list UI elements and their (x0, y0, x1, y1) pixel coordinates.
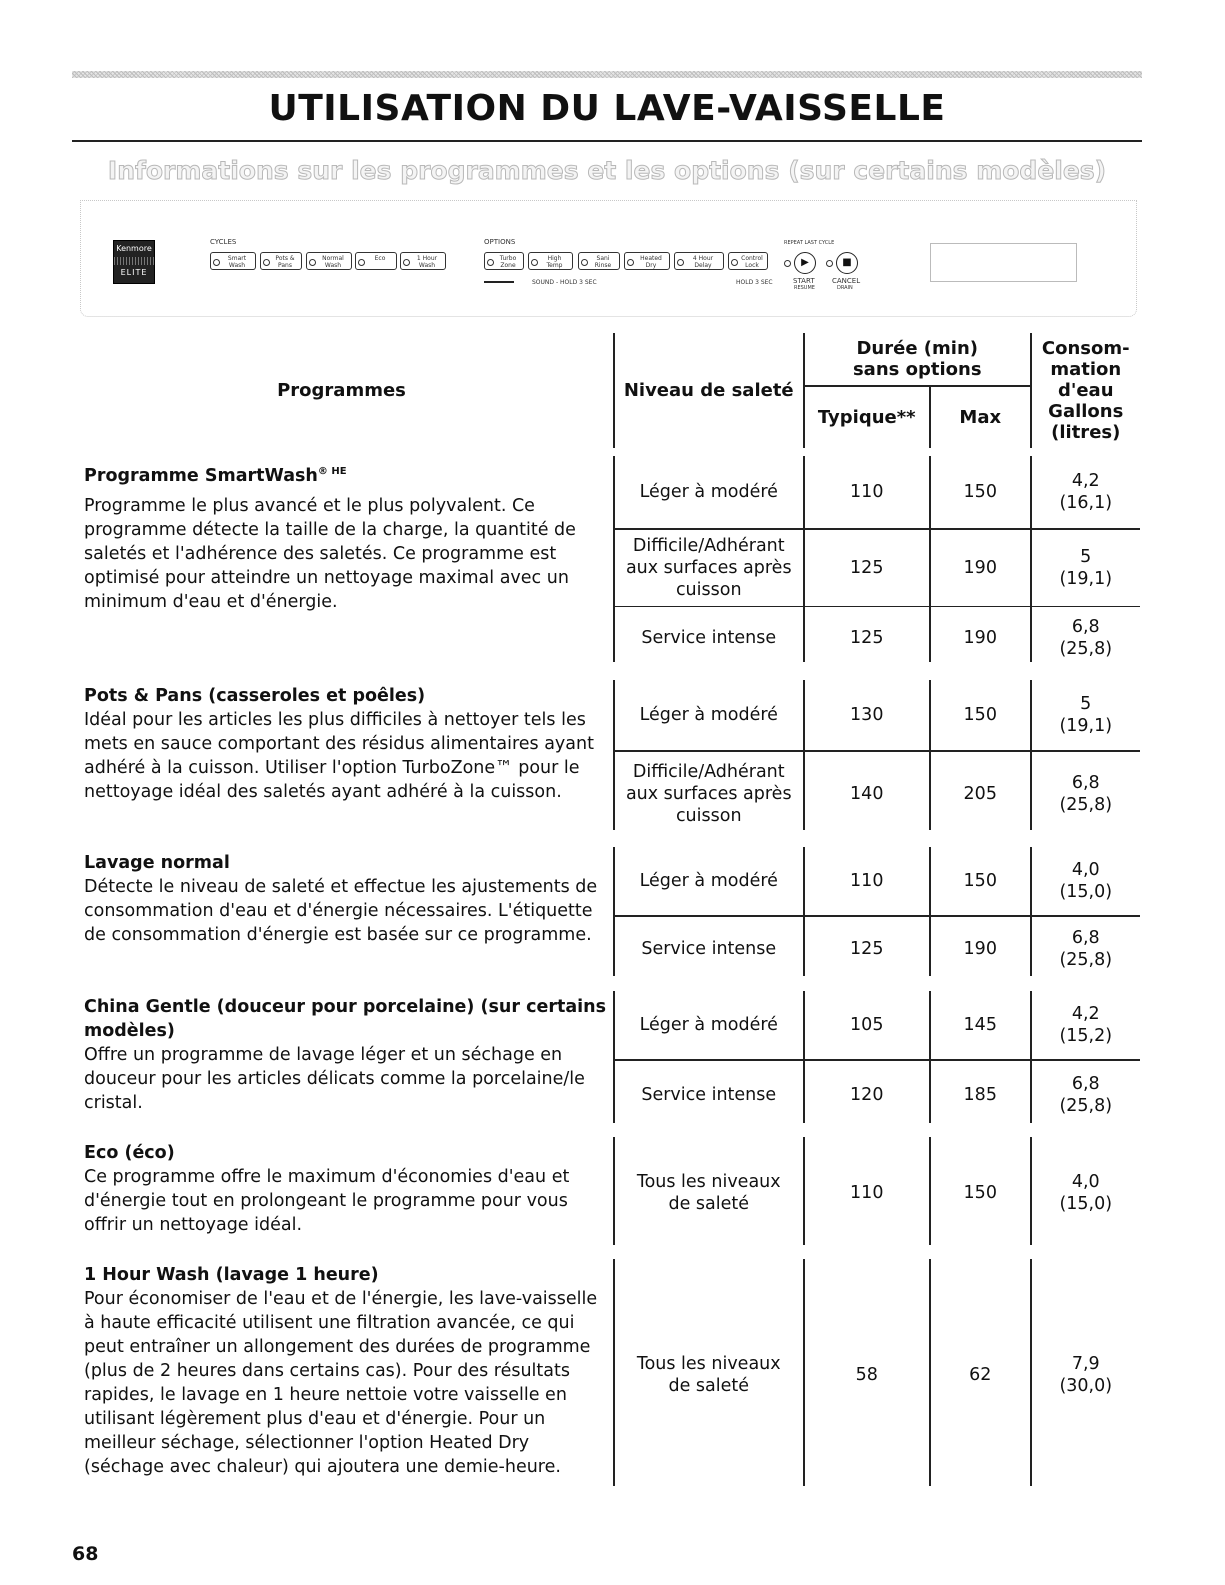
litres-value: (30,0) (1059, 1375, 1113, 1396)
typique-cell (805, 1061, 930, 1129)
max-cell (931, 1259, 1031, 1490)
niveau-cell (615, 991, 804, 1059)
max-value: 62 (969, 1364, 992, 1385)
gallons-value: 4,2 (1071, 471, 1100, 491)
cycle-button: Normal Wash (306, 252, 352, 270)
typique-value: 110 (850, 482, 884, 502)
grid-line (929, 1137, 931, 1245)
program-description-cell (70, 847, 613, 976)
typique-cell (805, 530, 930, 606)
header-typique (805, 387, 930, 448)
niveau-text: Léger à modéré (639, 871, 778, 891)
grid-line (1030, 1259, 1032, 1486)
grid-line (803, 847, 805, 976)
litres-value: (25,8) (1059, 794, 1113, 815)
typique-value: 130 (850, 705, 884, 725)
cycle-button: Pots & Pans (260, 252, 302, 270)
program-description-cell (70, 1259, 613, 1486)
max-value: 145 (963, 1015, 997, 1035)
gallons-value: 7,9 (1071, 1353, 1100, 1374)
typique-value: 120 (850, 1084, 884, 1105)
program-description: Offre un programme de lavage léger et un séchage en douceur pour les articles délicats comme la porcelaine/le cristal. (84, 1045, 585, 1113)
gallons-value: 5 (1080, 694, 1092, 714)
program-name: China Gentle (douceur pour porcelaine) (sur certains modèles) (84, 997, 607, 1041)
typique-cell (805, 847, 930, 915)
consommation-cell (1032, 1061, 1141, 1129)
program-description: Détecte le niveau de saleté et effectue les ajustements de consommation d'eau et d'énergie nécessaires. L'étiquette de consommation d'énergie est basée sur ce programme. (84, 877, 598, 945)
grid-line (929, 1259, 931, 1486)
option-button: Turbo Zone (484, 252, 524, 270)
consommation-cell (1032, 847, 1141, 915)
typique-value: 105 (850, 1015, 884, 1035)
hold-note: HOLD 3 SEC (736, 279, 773, 286)
consommation-cell (1032, 1137, 1141, 1249)
header-programmes (70, 333, 613, 448)
program-name-superscript: ® HE (317, 466, 347, 477)
grid-line (613, 680, 615, 830)
header-niveau (615, 333, 804, 448)
program-name: Pots & Pans (casseroles et poêles) (84, 686, 426, 706)
typique-cell (805, 917, 930, 982)
program-description: Ce programme offre le maximum d'économies d'eau et d'énergie tout en prolongeant le programme pour vous offrir un nettoyage idéal. (84, 1167, 570, 1235)
option-button: 4 Hour Delay (674, 252, 724, 270)
max-value: 185 (963, 1084, 997, 1105)
grid-line (613, 333, 615, 448)
grid-line (929, 847, 931, 976)
cycle-button: Smart Wash (210, 252, 256, 270)
niveau-text: Difficile/Adhérant aux surfaces après cuisson (625, 761, 792, 826)
grid-line (613, 1259, 615, 1486)
niveau-cell (615, 752, 804, 836)
niveau-text: Tous les niveaux de saleté (636, 1172, 781, 1214)
program-description-cell (70, 456, 613, 662)
max-cell (931, 752, 1031, 836)
consommation-cell (1032, 607, 1141, 669)
niveau-cell (615, 680, 804, 750)
header-consommation-text: mation (1050, 359, 1122, 380)
cycles-label: CYCLES (210, 238, 237, 246)
stop-icon: ■ (836, 252, 858, 274)
max-value: 150 (963, 705, 997, 725)
grid-line (1030, 1137, 1032, 1245)
brand-logo (113, 240, 155, 284)
max-cell (931, 456, 1031, 528)
program-description: Programme le plus avancé et le plus polyvalent. Ce programme détecte la taille de la charge, la quantité de saletés et l'adhérence des saletés. Ce programme est optimisé pour atteindre un nettoyage maximal avec un minimum d'eau et d'énergie. (84, 495, 576, 612)
consommation-cell (1032, 917, 1141, 982)
consommation-cell (1032, 530, 1141, 606)
niveau-cell (615, 607, 804, 669)
litres-value: (15,2) (1059, 1026, 1113, 1046)
max-value: 150 (963, 482, 997, 502)
litres-value: (19,1) (1059, 716, 1113, 736)
grid-line (803, 680, 805, 830)
top-rule (72, 71, 1142, 78)
litres-value: (15,0) (1059, 882, 1113, 902)
header-programmes-text: Programmes (277, 380, 406, 401)
gallons-value: 6,8 (1071, 617, 1100, 637)
header-max (931, 387, 1031, 448)
header-consommation-text: d'eau (1057, 380, 1114, 401)
litres-value: (25,8) (1059, 950, 1113, 970)
typique-cell (805, 680, 930, 750)
grid-line (803, 1259, 805, 1486)
max-value: 150 (963, 871, 997, 891)
cancel-sub-label: DRAIN (837, 285, 853, 291)
header-consommation-text: Consom- (1041, 338, 1130, 359)
start-label: START (793, 277, 815, 285)
consommation-cell (1032, 1259, 1141, 1490)
typique-value: 125 (850, 939, 884, 959)
grid-line (1030, 680, 1032, 830)
logo-text-top: Kenmore (116, 244, 152, 253)
grid-line (929, 991, 931, 1123)
typique-cell (805, 456, 930, 528)
max-cell (931, 1061, 1031, 1129)
niveau-cell (615, 530, 804, 606)
niveau-text: Léger à modéré (639, 705, 778, 725)
page-subtitle: Informations sur les programmes et les options (sur certains modèles) (107, 156, 1107, 185)
play-icon: ▶ (794, 252, 816, 274)
litres-value: (25,8) (1059, 639, 1113, 659)
consommation-cell (1032, 456, 1141, 528)
typique-value: 140 (850, 783, 884, 804)
typique-cell (805, 991, 930, 1059)
grid-line (1030, 847, 1032, 976)
max-cell (931, 607, 1031, 669)
gallons-value: 6,8 (1071, 1073, 1100, 1094)
title-rule (72, 140, 1142, 142)
typique-value: 125 (850, 628, 884, 648)
typique-value: 58 (855, 1364, 878, 1385)
grid-line (929, 456, 931, 662)
grid-line (613, 1137, 615, 1245)
grid-line (929, 385, 931, 448)
typique-value: 110 (850, 871, 884, 891)
litres-value: (25,8) (1059, 1095, 1113, 1116)
repeat-label: REPEAT LAST CYCLE (784, 240, 835, 246)
program-name: Programme SmartWash (84, 465, 318, 486)
max-value: 190 (963, 939, 997, 959)
consommation-cell (1032, 680, 1141, 750)
header-max-text: Max (959, 407, 1002, 428)
grid-line (613, 991, 615, 1123)
start-sub-label: RESUME (794, 285, 815, 291)
grid-line (929, 680, 931, 830)
max-value: 205 (963, 783, 997, 804)
typique-value: 125 (850, 557, 884, 578)
grid-line (803, 991, 805, 1123)
niveau-text: Service intense (641, 939, 777, 959)
program-name: 1 Hour Wash (lavage 1 heure) (84, 1265, 379, 1285)
grid-line (1030, 991, 1032, 1123)
grid-line (803, 385, 1030, 387)
grid-line (1030, 456, 1032, 662)
typique-cell (805, 1137, 930, 1249)
header-niveau-text: Niveau de saleté (623, 380, 794, 401)
grid-line (803, 333, 805, 448)
typique-cell (805, 607, 930, 669)
header-sans-options-text: sans options (852, 359, 982, 380)
consommation-cell (1032, 752, 1141, 836)
grid-line (1030, 333, 1032, 448)
litres-value: (19,1) (1059, 568, 1113, 589)
niveau-cell (615, 917, 804, 982)
gallons-value: 4,0 (1071, 860, 1100, 880)
header-consommation-text: Gallons (1048, 401, 1124, 422)
option-button: Heated Dry (624, 252, 670, 270)
typique-cell (805, 752, 930, 836)
niveau-text: Difficile/Adhérant aux surfaces après cuisson (625, 535, 792, 600)
option-button: Sani Rinse (578, 252, 620, 270)
program-title (84, 460, 613, 488)
header-typique-text: Typique** (817, 407, 916, 428)
niveau-text: Service intense (641, 628, 777, 648)
niveau-text: Léger à modéré (639, 1015, 778, 1035)
gallons-value: 6,8 (1071, 928, 1100, 948)
niveau-cell (615, 1259, 804, 1490)
header-duree-text: Durée (min) (856, 338, 978, 359)
logo-text-bottom: ELITE (120, 268, 148, 277)
niveau-text: Tous les niveaux de saleté (636, 1353, 781, 1396)
cancel-label: CANCEL (832, 277, 861, 285)
max-cell (931, 991, 1031, 1059)
niveau-text: Léger à modéré (639, 482, 778, 502)
header-duree (805, 333, 1031, 385)
program-description: Idéal pour les articles les plus difficiles à nettoyer tels les mets en sauce comportant des résidus alimentaires ayant adhéré à la cuisson. Utiliser l'option TurboZone™ pour le nettoyage idéal des saletés ayant adhéré à la cuisson. (84, 710, 594, 802)
options-label: OPTIONS (484, 238, 516, 246)
niveau-cell (615, 847, 804, 915)
option-button: Control Lock (728, 252, 768, 270)
litres-value: (16,1) (1059, 493, 1113, 513)
litres-value: (15,0) (1059, 1194, 1113, 1214)
grid-line (803, 456, 805, 662)
typique-cell (805, 1259, 930, 1490)
program-description-cell (70, 991, 613, 1123)
max-value: 150 (963, 1183, 997, 1203)
header-consommation (1032, 333, 1141, 448)
header-consommation-text: (litres) (1051, 422, 1121, 443)
max-cell (931, 530, 1031, 606)
grid-line (613, 456, 615, 662)
gallons-value: 4,0 (1071, 1172, 1100, 1192)
cycle-button: Eco (355, 252, 397, 270)
program-description-cell (70, 1137, 613, 1245)
program-name: Eco (éco) (84, 1143, 175, 1163)
grid-line (803, 1137, 805, 1245)
max-value: 190 (963, 557, 997, 578)
program-name: Lavage normal (84, 853, 230, 873)
option-button: High Temp (528, 252, 573, 270)
max-value: 190 (963, 628, 997, 648)
consommation-cell (1032, 991, 1141, 1059)
max-cell (931, 680, 1031, 750)
sound-note: SOUND - HOLD 3 SEC (532, 279, 597, 286)
program-description: Pour économiser de l'eau et de l'énergie, les lave-vaisselle à haute efficacité utilisent une filtration avancée, ce qui peut entraîner un allongement des durées de programme (plus de 2 heures dans certains cas). Pour des résultats rapides, le lavage en 1 heure nettoie votre vaisselle en utilisant légèrement plus d'eau et d'énergie. Pour un meilleur séchage, sélectionner l'option Heated Dry (séchage avec chaleur) qui ajoutera une demie-heure. (84, 1289, 598, 1477)
niveau-text: Service intense (641, 1084, 777, 1105)
max-cell (931, 917, 1031, 982)
niveau-cell (615, 1137, 804, 1249)
max-cell (931, 1137, 1031, 1249)
typique-value: 110 (850, 1183, 884, 1203)
program-description-cell (70, 680, 613, 830)
niveau-cell (615, 456, 804, 528)
gallons-value: 4,2 (1071, 1004, 1100, 1024)
page-number: 68 (72, 1543, 99, 1565)
grid-line (613, 847, 615, 976)
gallons-value: 6,8 (1071, 772, 1100, 793)
cycle-button: 1 Hour Wash (400, 252, 446, 270)
page-title: UTILISATION DU LAVE-VAISSELLE (268, 88, 946, 129)
max-cell (931, 847, 1031, 915)
gallons-value: 5 (1080, 546, 1092, 567)
niveau-cell (615, 1061, 804, 1129)
panel-display (930, 243, 1077, 282)
